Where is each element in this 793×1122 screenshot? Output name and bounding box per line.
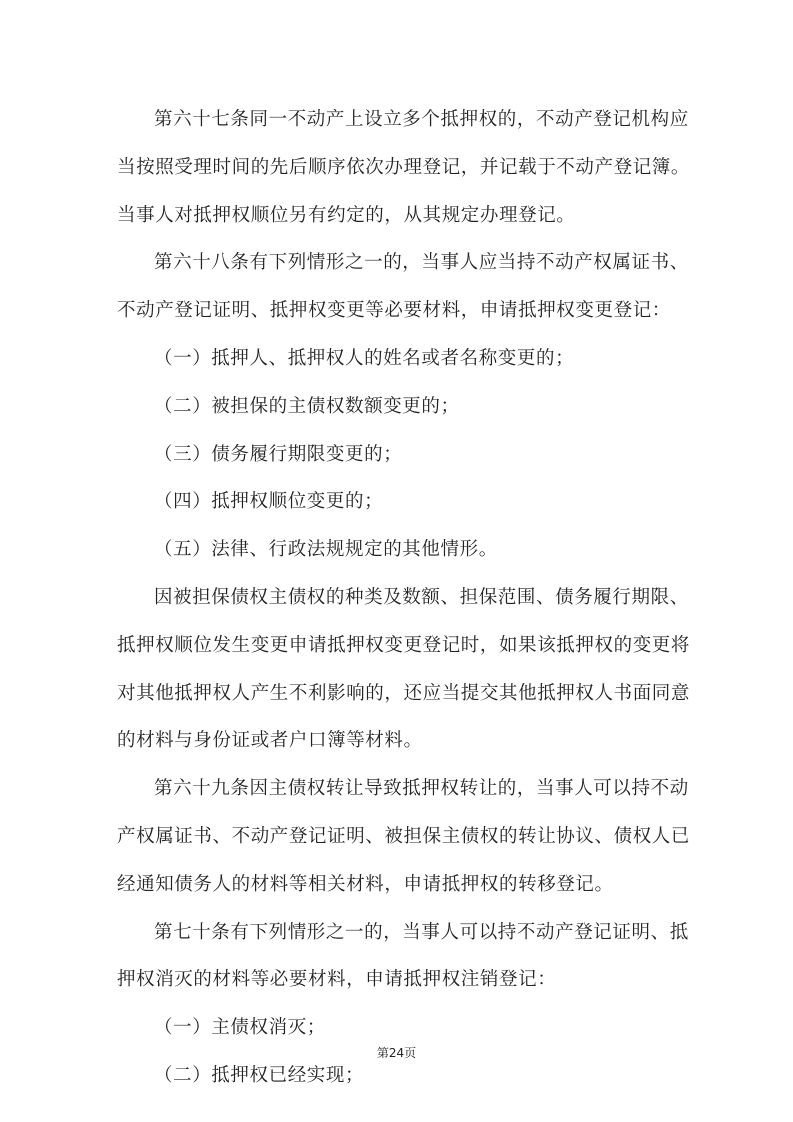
article-67-paragraph: 第六十七条同一不动产上设立多个抵押权的，不动产登记机构应当按照受理时间的先后顺序依次办理登记，并记载于不动产登记簿。当事人对抵押权顺位另有约定的，从其规定办理登记。 (117, 109, 691, 226)
article-68-item-2: （二）被担保的主债权数额变更的； (154, 395, 460, 417)
article-68-supplement-paragraph: 因被担保债权主债权的种类及数额、担保范围、债务履行期限、抵押权顺位发生变更申请抵押权变更登记时，如果该抵押权的变更将对其他抵押权人产生不利影响的，还应当提交其他抵押权人书面同意的材料与身份证或者户口簿等材料。 (117, 586, 691, 752)
article-70-item-1: （一）主债权消灭； (154, 1017, 326, 1039)
article-68-item-4: （四）抵押权顺位变更的； (154, 491, 384, 513)
article-68-paragraph: 第六十八条有下列情形之一的，当事人应当持不动产权属证书、不动产登记证明、抵押权变更等必要材料，申请抵押权变更登记： (117, 252, 689, 322)
article-68-item-5: （五）法律、行政法规规定的其他情形。 (154, 539, 498, 561)
article-69-paragraph: 第六十九条因主债权转让导致抵押权转让的，当事人可以持不动产权属证书、不动产登记证明、被担保主债权的转让协议、债权人已经通知债务人的材料等相关材料，申请抵押权的转移登记。 (117, 778, 691, 895)
article-70-item-2: （二）抵押权已经实现； (154, 1064, 365, 1086)
article-68-item-3: （三）债务履行期限变更的； (154, 443, 403, 465)
document-body (117, 96, 697, 1100)
article-70-paragraph: 第七十条有下列情形之一的，当事人可以持不动产登记证明、抵押权消灭的材料等必要材料，申请抵押权注销登记： (117, 921, 689, 991)
page-number: 第24页 (376, 1046, 417, 1060)
article-68-item-1: （一）抵押人、抵押权人的姓名或者名称变更的； (154, 347, 575, 369)
